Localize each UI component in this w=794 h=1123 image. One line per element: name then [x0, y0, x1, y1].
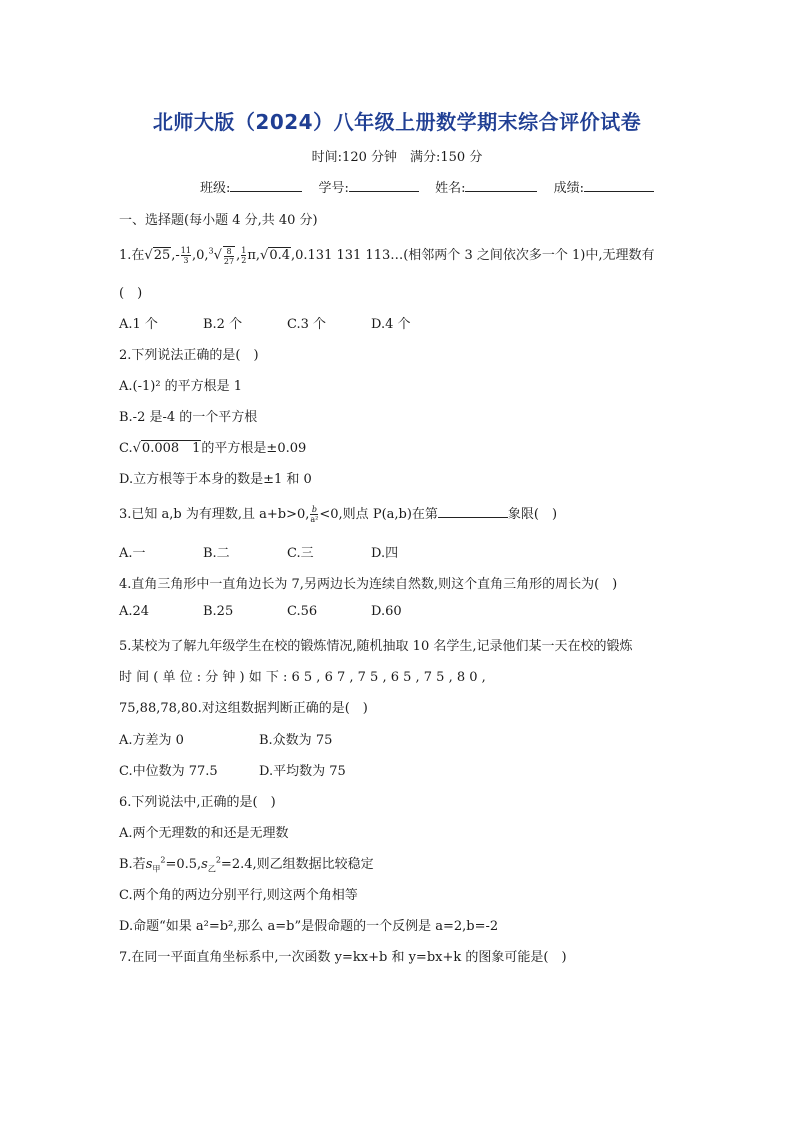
- q2-c-root: 0.008 1: [141, 441, 201, 456]
- q2-option-c[interactable]: C.√0.008 1的平方根是±0.09: [119, 441, 307, 456]
- q1-options: [119, 313, 455, 332]
- q1-rest: ,0.131 131 113…(相邻两个 3 之间依次多一个 1)中,无理数有: [291, 248, 655, 263]
- q3-pre: 3.已知 a,b 为有理数,且 a+b>0,: [119, 507, 310, 522]
- q5-line-1: 5.某校为了解九年级学生在校的锻炼情况,随机抽取 10 名学生,记录他们某一天在校的锻炼: [119, 639, 633, 654]
- q3-blank[interactable]: [438, 505, 508, 518]
- q1-prefix: 1.在: [119, 248, 145, 263]
- q1-option-b[interactable]: B.2 个: [203, 317, 243, 332]
- class-blank[interactable]: [230, 179, 302, 192]
- section-heading: 一、选择题(每小题 4 分,共 40 分): [119, 213, 318, 228]
- q1-frac-8-27: $\frac{8}{27}$: [223, 246, 235, 266]
- q1-option-c[interactable]: C.3 个: [287, 317, 327, 332]
- q1-sqrt25: 25: [153, 248, 171, 263]
- q6-option-a[interactable]: A.两个无理数的和还是无理数: [119, 826, 289, 841]
- name-blank[interactable]: [465, 179, 537, 192]
- q4-option-a[interactable]: A.24: [119, 604, 150, 619]
- q6-option-c[interactable]: C.两个角的两边分别平行,则这两个角相等: [119, 888, 358, 903]
- student-no-label: 学号:: [318, 181, 349, 196]
- q6-stem: 6.下列说法中,正确的是( ): [119, 795, 276, 810]
- q6-b-prefix: B.若: [119, 857, 146, 872]
- q2-option-d[interactable]: D.立方根等于本身的数是±1 和 0: [119, 472, 312, 487]
- q5-option-d[interactable]: D.平均数为 75: [259, 764, 346, 779]
- q3-option-a[interactable]: A.一: [119, 546, 146, 561]
- q3-post: <0,则点 P(a,b)在第: [319, 507, 438, 522]
- q5-option-b[interactable]: B.众数为 75: [259, 733, 333, 748]
- name-field[interactable]: [435, 177, 537, 196]
- q3-stem: [119, 503, 557, 524]
- name-label: 姓名:: [435, 181, 466, 196]
- q4-options: [119, 604, 455, 619]
- q1-frac-1-2: $\frac{1}{2}$: [241, 246, 247, 265]
- q3-option-c[interactable]: C.三: [287, 546, 314, 561]
- q5-option-c[interactable]: C.中位数为 77.5: [119, 764, 218, 779]
- q3-option-b[interactable]: B.二: [203, 546, 230, 561]
- q6-s2: s: [201, 857, 208, 872]
- q4-option-c[interactable]: C.56: [287, 604, 318, 619]
- q1-minus: -: [175, 248, 180, 263]
- q7-stem: 7.在同一平面直角坐标系中,一次函数 y=kx+b 和 y=bx+k 的图象可能是( ): [119, 950, 567, 965]
- q2-c-prefix: C.: [119, 441, 133, 456]
- q1-pi: π: [247, 248, 256, 263]
- q5-option-a[interactable]: A.方差为 0: [119, 733, 184, 748]
- q6-option-b[interactable]: [119, 853, 374, 875]
- score-field[interactable]: [554, 177, 654, 196]
- q3-tail: 象限( ): [507, 507, 558, 522]
- q2-option-b[interactable]: B.-2 是-4 的一个平方根: [119, 410, 258, 425]
- q6-s2-sup: 2: [215, 855, 221, 865]
- q6-s2-sub: 乙: [207, 864, 216, 874]
- q5-line-2: 时 间 ( 单 位 : 分 钟 ) 如 下 : 6 5 , 6 7 , 7 5 , 6 5 , 7 5 , 8 0 ,: [119, 670, 486, 685]
- q4-option-b[interactable]: B.25: [203, 604, 234, 619]
- score-label: 成绩:: [553, 181, 584, 196]
- exam-time-score: 时间:120 分钟 满分:150 分: [311, 150, 483, 165]
- q4-stem: 4.直角三角形中一直角边长为 7,另两边长为连续自然数,则这个直角三角形的周长为( ): [119, 577, 618, 592]
- q2-stem: 2.下列说法正确的是( ): [119, 348, 259, 363]
- q2-option-a[interactable]: A.(-1)² 的平方根是 1: [119, 379, 243, 394]
- student-no-field[interactable]: [319, 177, 419, 196]
- class-field[interactable]: [200, 177, 302, 196]
- q6-b-mid: =0.5,: [165, 857, 202, 872]
- student-no-blank[interactable]: [349, 179, 419, 192]
- q1-paren: ( ): [119, 286, 143, 301]
- q1-sqrt04: 0.4: [269, 248, 290, 263]
- student-info-fields: [200, 177, 666, 196]
- exam-title: 北师大版（2024）八年级上册数学期末综合评价试卷: [152, 110, 642, 134]
- q1-stem: 1.在√25,- $\frac{11}{3}$ ,0,$^3$√ $\frac{8}{27}$ , $\frac{1}{2}$ π,√0.4,0.131 131 113…(相邻两个 3 之间依次多一个 1)中,无理数有: [119, 246, 655, 266]
- q1-zero: 0,: [196, 248, 209, 263]
- q2-c-post: 的平方根是±0.09: [201, 441, 307, 456]
- q6-s1: s: [145, 857, 153, 872]
- q3-options: [119, 542, 455, 561]
- q6-s1-sub: 甲: [152, 864, 161, 874]
- q6-option-d[interactable]: D.命题“如果 a²=b²,那么 a=b”是假命题的一个反例是 a=2,b=-2: [119, 919, 499, 934]
- q5-options-row-2: [119, 760, 399, 779]
- q4-option-d[interactable]: D.60: [371, 604, 402, 619]
- q3-option-d[interactable]: D.四: [371, 546, 399, 561]
- q5-options-row-1: [119, 729, 399, 748]
- q5-line-3: 75,88,78,80.对这组数据判断正确的是( ): [119, 701, 368, 716]
- q1-cuberoot-index: 3: [208, 246, 214, 256]
- score-blank[interactable]: [584, 179, 654, 192]
- q1-option-d[interactable]: D.4 个: [371, 317, 411, 332]
- q1-frac-11-3: $\frac{11}{3}$: [180, 246, 191, 265]
- q3-frac-b-a2: $\frac{b}{\text{a²}}$: [310, 505, 319, 524]
- q6-s1-sup: 2: [160, 855, 166, 865]
- class-label: 班级:: [200, 181, 231, 196]
- q1-option-a[interactable]: A.1 个: [119, 317, 158, 332]
- q6-b-post: =2.4,则乙组数据比较稳定: [220, 857, 374, 872]
